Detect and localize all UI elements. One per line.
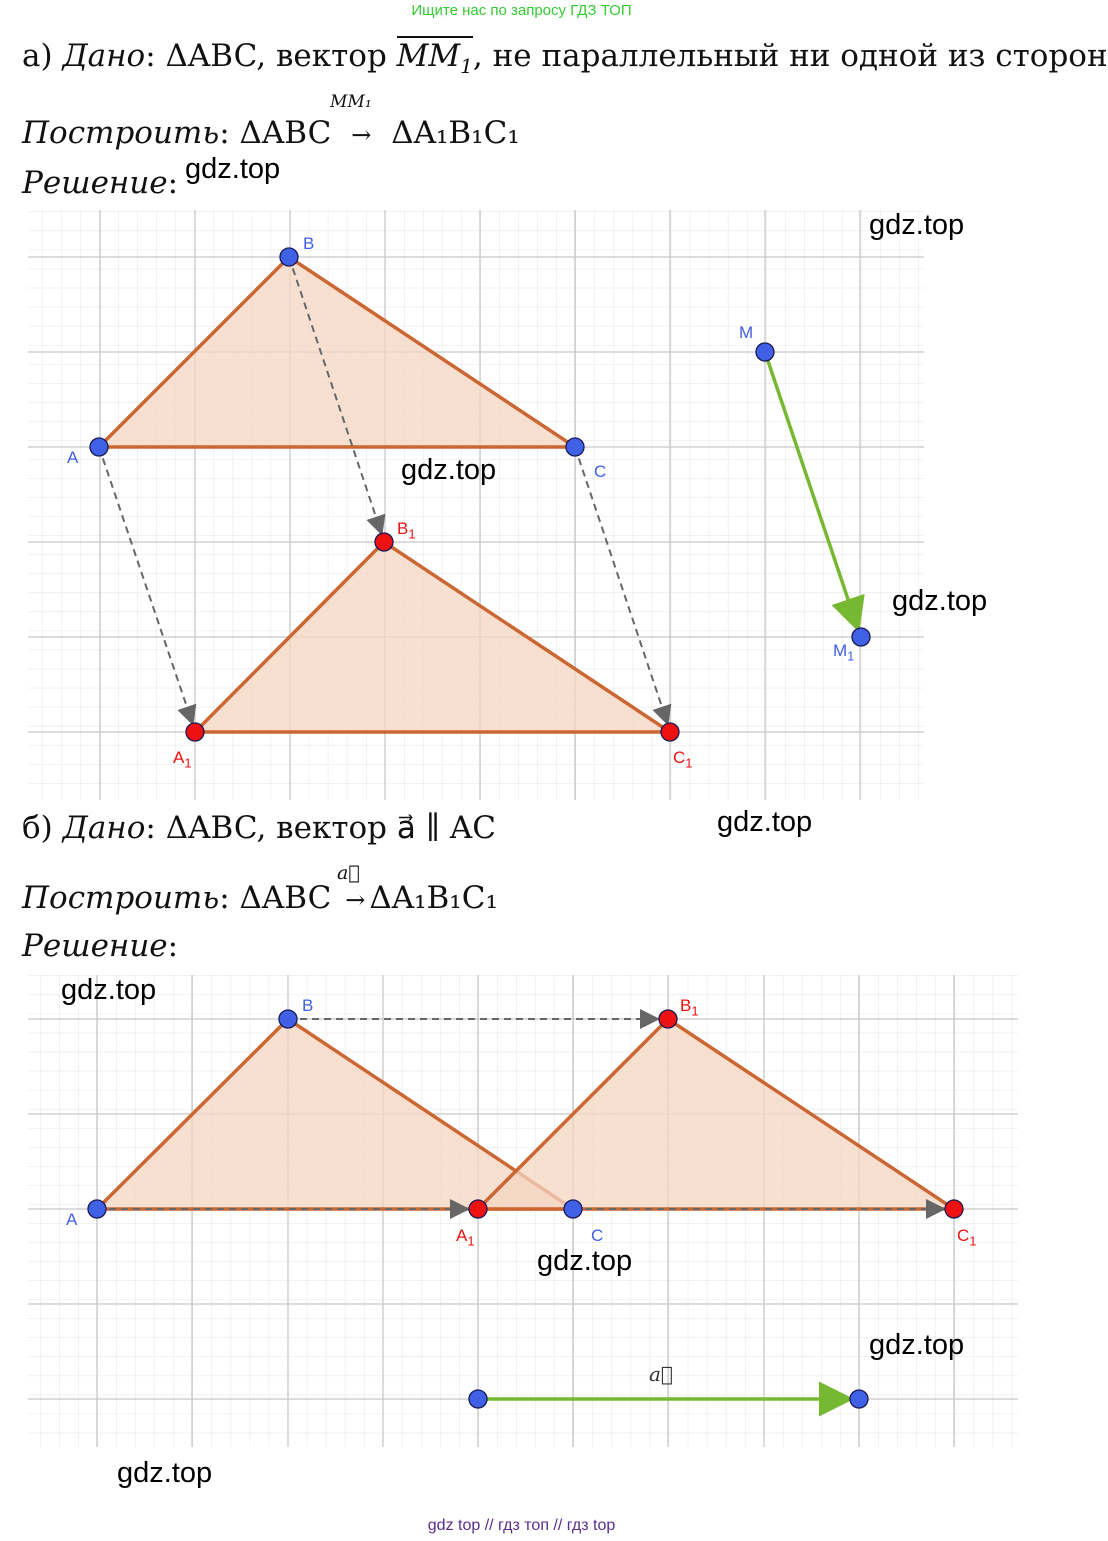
part-a-solution-word: Решение: [22, 165, 168, 201]
point-b1-b: [659, 1010, 677, 1028]
part-a-marker: а): [22, 38, 53, 74]
label-c-b: C: [591, 1226, 604, 1245]
watermark: gdz.top: [869, 1329, 965, 1361]
label-m1: $M_1$: [833, 641, 855, 664]
watermark: gdz.top: [401, 454, 497, 486]
part-b-map-arrow: →: [345, 886, 366, 914]
vector-a-start-point: [469, 1390, 487, 1408]
label-vector-a: a⃗: [649, 1362, 673, 1386]
label-b-b: B: [302, 996, 314, 1015]
part-b-marker: б): [22, 810, 53, 846]
watermark: gdz.top: [117, 1457, 213, 1489]
watermark: gdz.top: [869, 209, 965, 241]
part-b-construct-word: Построить: [22, 880, 220, 916]
label-a1: $A_1$: [173, 748, 192, 771]
part-b-construct-to: ΔA₁B₁C₁: [369, 880, 498, 916]
part-a-given-word: Дано: [62, 38, 146, 74]
part-b-solution-line: Решение:: [22, 928, 179, 964]
part-b-construct-from: : ΔABC: [219, 880, 332, 916]
point-c-b: [564, 1200, 582, 1218]
label-b1: $B_1$: [397, 519, 416, 542]
part-a-construct-word: Построить: [22, 115, 220, 151]
point-b-b: [279, 1010, 297, 1028]
figure-b-minor-grid: [28, 975, 1018, 1447]
watermark: gdz.top: [717, 806, 813, 838]
label-c: C: [594, 462, 607, 481]
part-b-given-rest: : ΔABC, вектор a⃗ ∥ AC: [145, 810, 496, 846]
watermark: gdz.top: [892, 585, 988, 617]
part-b-solution-word: Решение: [22, 928, 168, 964]
point-c1-b: [945, 1200, 963, 1218]
watermark: gdz.top: [537, 1245, 633, 1277]
watermark: gdz.top: [61, 974, 157, 1006]
part-a-given-rest: : ΔABC, вектор: [145, 38, 387, 74]
part-a-solution-line: Решение:: [22, 165, 179, 201]
label-b: B: [303, 234, 315, 253]
part-a-construct-from: : ΔABC: [219, 115, 332, 151]
part-b-over-arrow-label: a⃗: [337, 862, 360, 884]
footer-links[interactable]: gdz top // гдз топ // гдз top: [427, 1517, 616, 1534]
label-a1-b: $A_1$: [456, 1226, 475, 1249]
part-b-given-word: Дано: [62, 810, 146, 846]
part-a-given-tail: , не параллельный ни одной из сторон: [472, 38, 1108, 74]
part-a-vector-sub: 1: [460, 54, 473, 79]
label-a: A: [67, 448, 79, 467]
label-b1-b: $B_1$: [680, 996, 699, 1019]
part-a-over-arrow-label: MM₁: [330, 92, 372, 112]
label-a-b: A: [66, 1210, 78, 1229]
part-a-construct-to: ΔA₁B₁C₁: [391, 115, 520, 151]
part-a-vector-name: MM: [396, 38, 461, 74]
label-c1-b: $C_1$: [957, 1226, 977, 1249]
label-m: M: [739, 323, 754, 342]
label-c1: $C_1$: [673, 748, 693, 771]
part-a-map-arrow: →: [351, 121, 372, 149]
watermark: gdz.top: [185, 153, 281, 185]
top-search-note: Ищите нас по запросу ГДЗ ТОП: [411, 2, 632, 19]
point-a1-b: [469, 1200, 487, 1218]
point-a-b: [88, 1200, 106, 1218]
vector-a-end-point: [850, 1390, 868, 1408]
